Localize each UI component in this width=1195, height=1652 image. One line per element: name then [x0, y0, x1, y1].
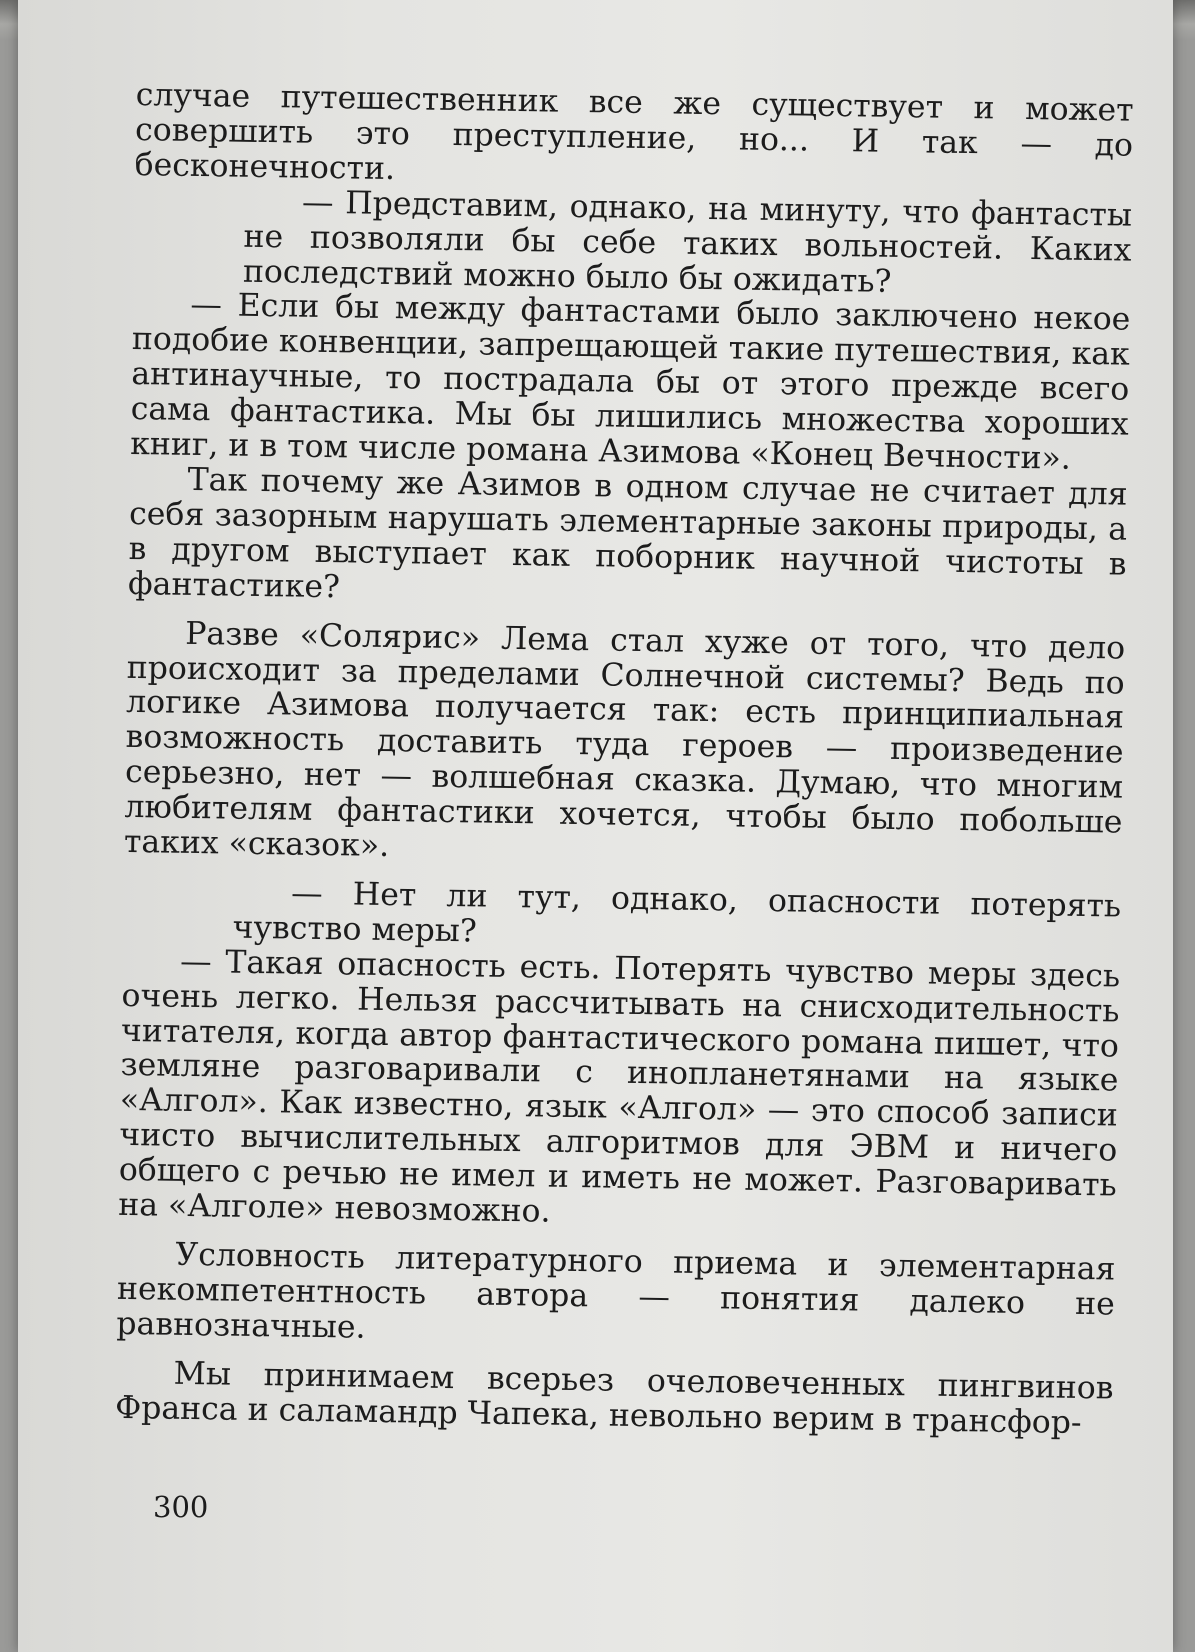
paragraph: Мы принимаем всерьез очеловеченных пингвинов Франса и саламандр Чапека, невольно верим в трансфор-	[114, 1355, 1114, 1441]
book-page	[18, 0, 1173, 1652]
interview-answer: — Если бы между фантастами было заключено некое подобие конвенции, запрещающей такие путешествия, как антинаучные, то пострадала бы от этого прежде всего сама фантастика. Мы бы лишились множества хороших книг, и в том числе романа Азимова «Конец Вечности».	[129, 287, 1131, 477]
interview-question: — Представим, однако, на минуту, что фантасты не позволяли бы себе таких вольностей. Каких последствий можно было бы ожидать?	[242, 184, 1133, 300]
paragraph: Условность литературного приема и элементарная некомпетентность автора — понятия далеко не равнозначные.	[116, 1236, 1116, 1346]
interview-question: — Нет ли тут, однако, опасности потерять чувство меры?	[232, 875, 1122, 950]
paragraph-continuation: случае путешественник все же существует и может совершить это преступление, но... И так — до бесконечности.	[134, 77, 1134, 187]
page-body-text	[115, 78, 1134, 1441]
paragraph: Так почему же Азимов в одном случае не считает для себя зазорным нарушать элементарные законы природы, а в другом выступает как поборник научной чистоты в фантастике?	[127, 461, 1128, 605]
page-number: 300	[153, 1490, 209, 1524]
interview-answer: — Такая опасность есть. Потерять чувство меры здесь очень легко. Нельзя рассчитывать на снисходительность читателя, когда автор фантастического романа пишет, что земляне разговаривали с инопланетянами на языке «Алгол». Как известно, язык «Алгол» — это способ записи чисто вычислительных алгоритмов для ЭВМ и ничего общего с речью не имел и иметь не может. Разговаривать на «Алголе» невозможно.	[118, 943, 1121, 1230]
paragraph: Разве «Солярис» Лема стал хуже от того, что дело происходит за пределами Солнечной системы? Ведь по логике Азимова получается так: есть принципиальная возможность доставить туда героев — произведение серьезно, нет — волшебная сказка. Думаю, что многим любителям фантастики хочется, чтобы было побольше таких «сказок».	[123, 615, 1126, 865]
